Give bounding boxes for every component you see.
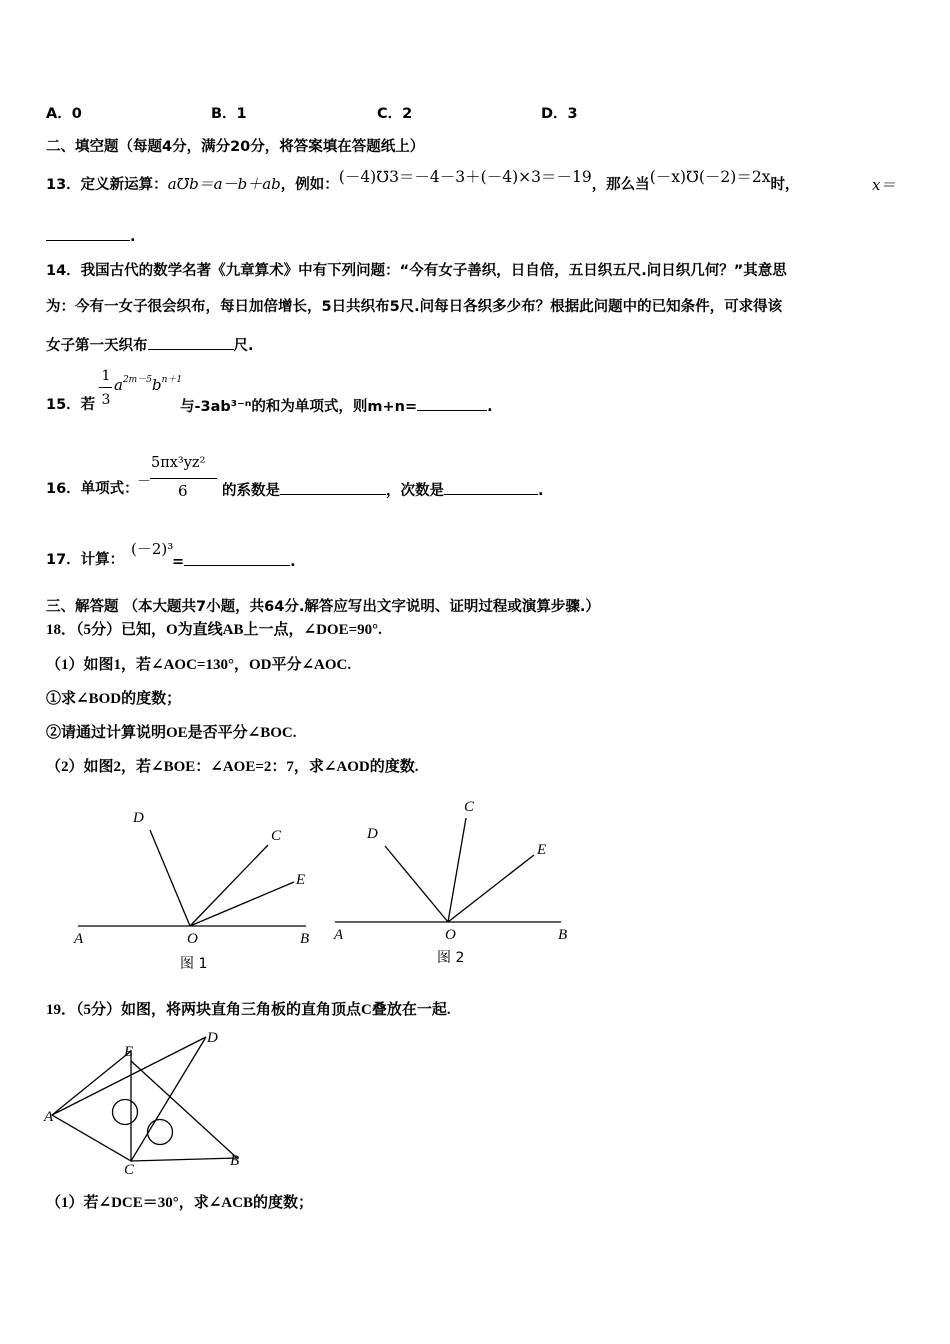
q15-blank[interactable] [417,395,487,411]
q13-end: . [130,229,136,245]
option-b: B．1 [211,106,247,122]
fig3-label-a: A [44,1109,54,1125]
fig2-ray-oc [448,818,466,922]
q15-prefix: 15．若 [46,397,96,413]
fig1-ray-od [150,830,190,926]
q13-answer-line [46,225,136,247]
fig1-ray-oc [190,845,268,926]
q16-blank-degree[interactable] [444,479,538,495]
q19-part1: （1）若∠DCE＝30°，求∠ACB的度数； [46,1195,313,1211]
q13-prefix: 13．定义新运算： [46,177,168,193]
fig3-label-e: E [124,1044,134,1060]
fig2-label-c: C [464,799,475,815]
q15-text: 与-3ab³⁻ⁿ的和为单项式，则m+n= . [180,395,493,417]
q16-denominator: 6 [178,482,188,500]
q14-line3-post: 尺. [233,338,254,354]
option-d: D．3 [541,106,578,122]
q17-answer: = . [172,550,296,572]
q16-prefix: 16．单项式： [46,481,139,497]
q18-intro: 18．（5分）已知，O为直线AB上一点，∠DOE=90°. [46,622,382,638]
fig2-label-b: B [558,927,568,943]
q14-line2: 为：今有一女子很会织布，每日加倍增长，5日共织布5尺.问每日各织多少布？根据此问题中的已知条件，可求得该 [46,299,783,315]
q13-x-equals: x＝ [872,176,896,194]
fig2-caption: 图 2 [437,950,465,966]
q16-numerator: 5πx³yz² [151,455,206,471]
q13-condition: (－x)℧(－2)＝2x [649,168,771,186]
q13-definition: a℧b＝a－b＋ab [167,175,281,193]
q15-numerator: 1 [101,368,111,384]
q14-blank[interactable] [148,334,234,350]
fig2-label-e: E [537,842,547,858]
q14-line1: 14．我国古代的数学名著《九章算术》中有下列问题：“今有女子善织，日自倍，五日织五尺.问日织几何？”其意思 [46,263,787,279]
q13-mid2: ，那么当 [591,177,650,193]
section-3-heading: 三、解答题 （本大题共7小题，共64分.解答应写出文字说明、证明过程或演算步骤.） [46,599,600,615]
q13-suffix: 时， [770,177,800,193]
fig3-label-d: D [207,1030,218,1046]
q18-part1: （1）如图1，若∠AOC=130°，OD平分∠AOC. [46,657,352,673]
fig1-label-a: A [74,931,84,947]
fig3-hole-1 [113,1100,138,1125]
q13-example: (－4)℧3＝－4－3＋(－4)×3＝－19 [338,168,592,186]
figure-1 [60,800,330,980]
q16-blank-coefficient[interactable] [280,479,386,495]
q14-line3 [46,334,254,356]
fig2-ray-oe [448,855,534,922]
fig2-ray-od [385,846,448,922]
q16-fraction-bar [150,478,217,479]
fig1-label-c: C [271,828,282,844]
q15-denominator: 3 [101,392,111,408]
section-2-heading: 二、填空题（每题4分，满分20分，将答案填在答题纸上） [46,139,425,155]
option-a: A．0 [46,106,82,122]
fig3-line-cb [131,1158,237,1161]
fig1-caption: 图 1 [180,956,208,972]
q17-blank[interactable] [184,550,290,566]
figure-3 [40,1025,260,1185]
q16-minus: － [137,474,151,490]
fig1-label-o: O [187,931,198,947]
fig2-label-d: D [367,826,378,842]
q14-line3-pre: 女子第一天织布 [46,338,148,354]
q18-part1b: ②请通过计算说明OE是否平分∠BOC. [46,725,297,741]
q13-blank[interactable] [46,225,130,241]
fig3-line-eb [131,1061,237,1158]
fig3-hole-2 [148,1120,173,1145]
q13-mid: ，例如： [280,177,339,193]
figure-2 [325,796,585,976]
option-c: C．2 [377,106,413,122]
fig1-label-b: B [300,931,310,947]
fig3-label-c: C [124,1162,135,1178]
q16-text: 的系数是 ，次数是 . [222,479,544,501]
q15-fraction-bar [99,387,112,388]
fig1-label-e: E [296,872,306,888]
fig1-label-d: D [133,810,144,826]
q18-part2: （2）如图2，若∠BOE：∠AOE=2：7，求∠AOD的度数. [46,759,419,775]
fig3-triangle-ace [52,1051,131,1161]
q19-intro: 19．（5分）如图，将两块直角三角板的直角顶点C叠放在一起. [46,1002,451,1018]
fig2-label-o: O [445,927,456,943]
fig1-ray-oe [190,882,294,926]
q17-expression: (－2)³ [131,540,174,558]
question-13 [46,168,800,195]
q17-prefix: 17．计算： [46,552,125,568]
q18-part1a: ①求∠BOD的度数； [46,691,182,707]
q15-power-term: $a^{2m-5}b^{n+1}$ [114,375,183,394]
fig3-label-b: B [230,1153,240,1169]
fig2-label-a: A [334,927,344,943]
